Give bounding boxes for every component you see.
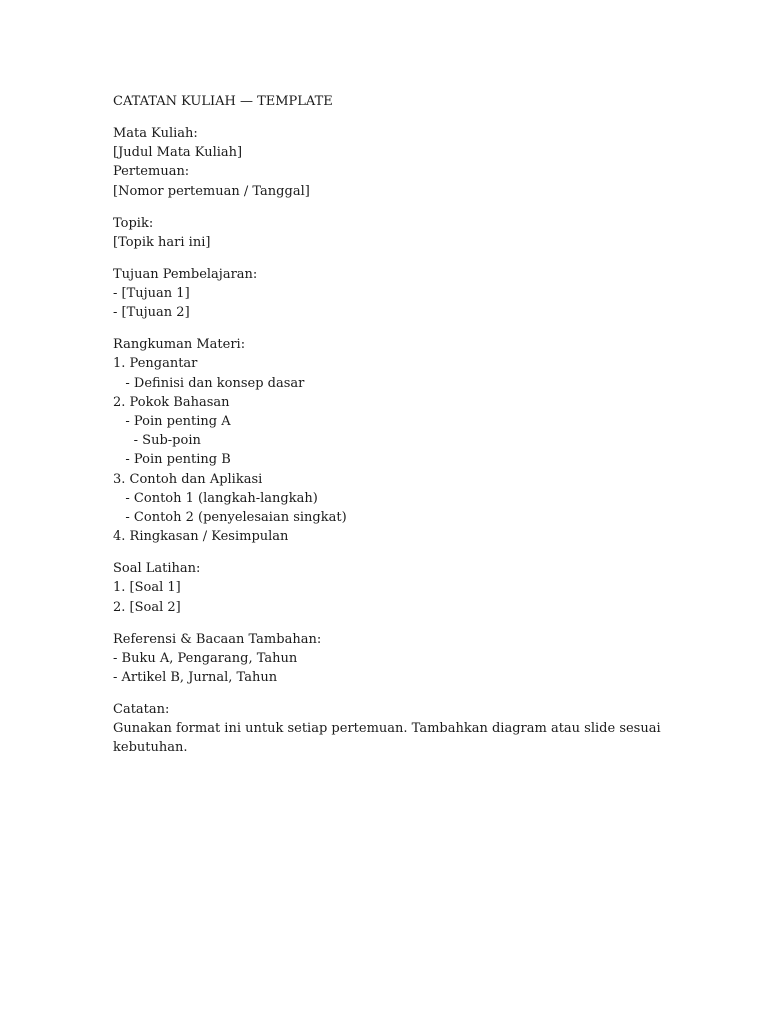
document-page [113,92,673,758]
document-title: CATATAN KULIAH — TEMPLATE [113,94,333,109]
section-gap [113,546,673,559]
section-gap [113,687,673,700]
list-item: - Sub-poin [113,433,201,449]
label-referensi: Referensi & Bacaan Tambahan: [113,631,322,647]
section-gap [113,617,673,630]
section-topik [113,214,673,252]
label-soal: Soal Latihan: [113,561,201,577]
list-item: - Buku A, Pengarang, Tahun [113,650,298,666]
section-rangkuman-materi [113,335,673,546]
value-topik: [Topik hari ini] [113,234,211,250]
label-topik: Topik: [113,215,154,231]
label-mata-kuliah: Mata Kuliah: [113,126,198,141]
list-item: 2. [Soal 2] [113,599,181,615]
list-item: - Poin penting B [113,452,231,468]
section-mata-kuliah [113,124,673,201]
section-soal-latihan [113,559,673,617]
section-gap [113,252,673,265]
label-catatan: Catatan: [113,702,170,718]
list-item: 1. [Soal 1] [113,580,181,596]
value-pertemuan: [Nomor pertemuan / Tanggal] [113,183,310,199]
section-gap [113,201,673,214]
list-item: 3. Contoh dan Aplikasi [113,471,263,487]
list-item: 1. Pengantar [113,356,198,372]
catatan-paragraph: Gunakan format ini untuk setiap pertemuan. Tambahkan diagram atau slide sesuai kebutuhan. [113,721,661,756]
list-item: - Contoh 2 (penyelesaian singkat) [113,510,347,526]
section-gap [113,111,673,124]
list-item: - Poin penting A [113,414,231,430]
list-item: 4. Ringkasan / Kesimpulan [113,529,289,545]
value-mata-kuliah: [Judul Mata Kuliah] [113,145,243,161]
section-catatan [113,700,673,758]
section-gap [113,322,673,335]
label-rangkuman: Rangkuman Materi: [113,337,246,353]
list-item: - [Tujuan 1] [113,286,190,302]
label-pertemuan: Pertemuan: [113,164,190,180]
section-tujuan-pembelajaran [113,265,673,323]
list-item: 2. Pokok Bahasan [113,394,230,410]
list-item: - Artikel B, Jurnal, Tahun [113,670,278,686]
section-referensi [113,630,673,688]
list-item: - Definisi dan konsep dasar [113,375,305,391]
label-tujuan: Tujuan Pembelajaran: [113,266,258,282]
list-item: - Contoh 1 (langkah-langkah) [113,490,318,506]
list-item: - [Tujuan 2] [113,305,190,321]
